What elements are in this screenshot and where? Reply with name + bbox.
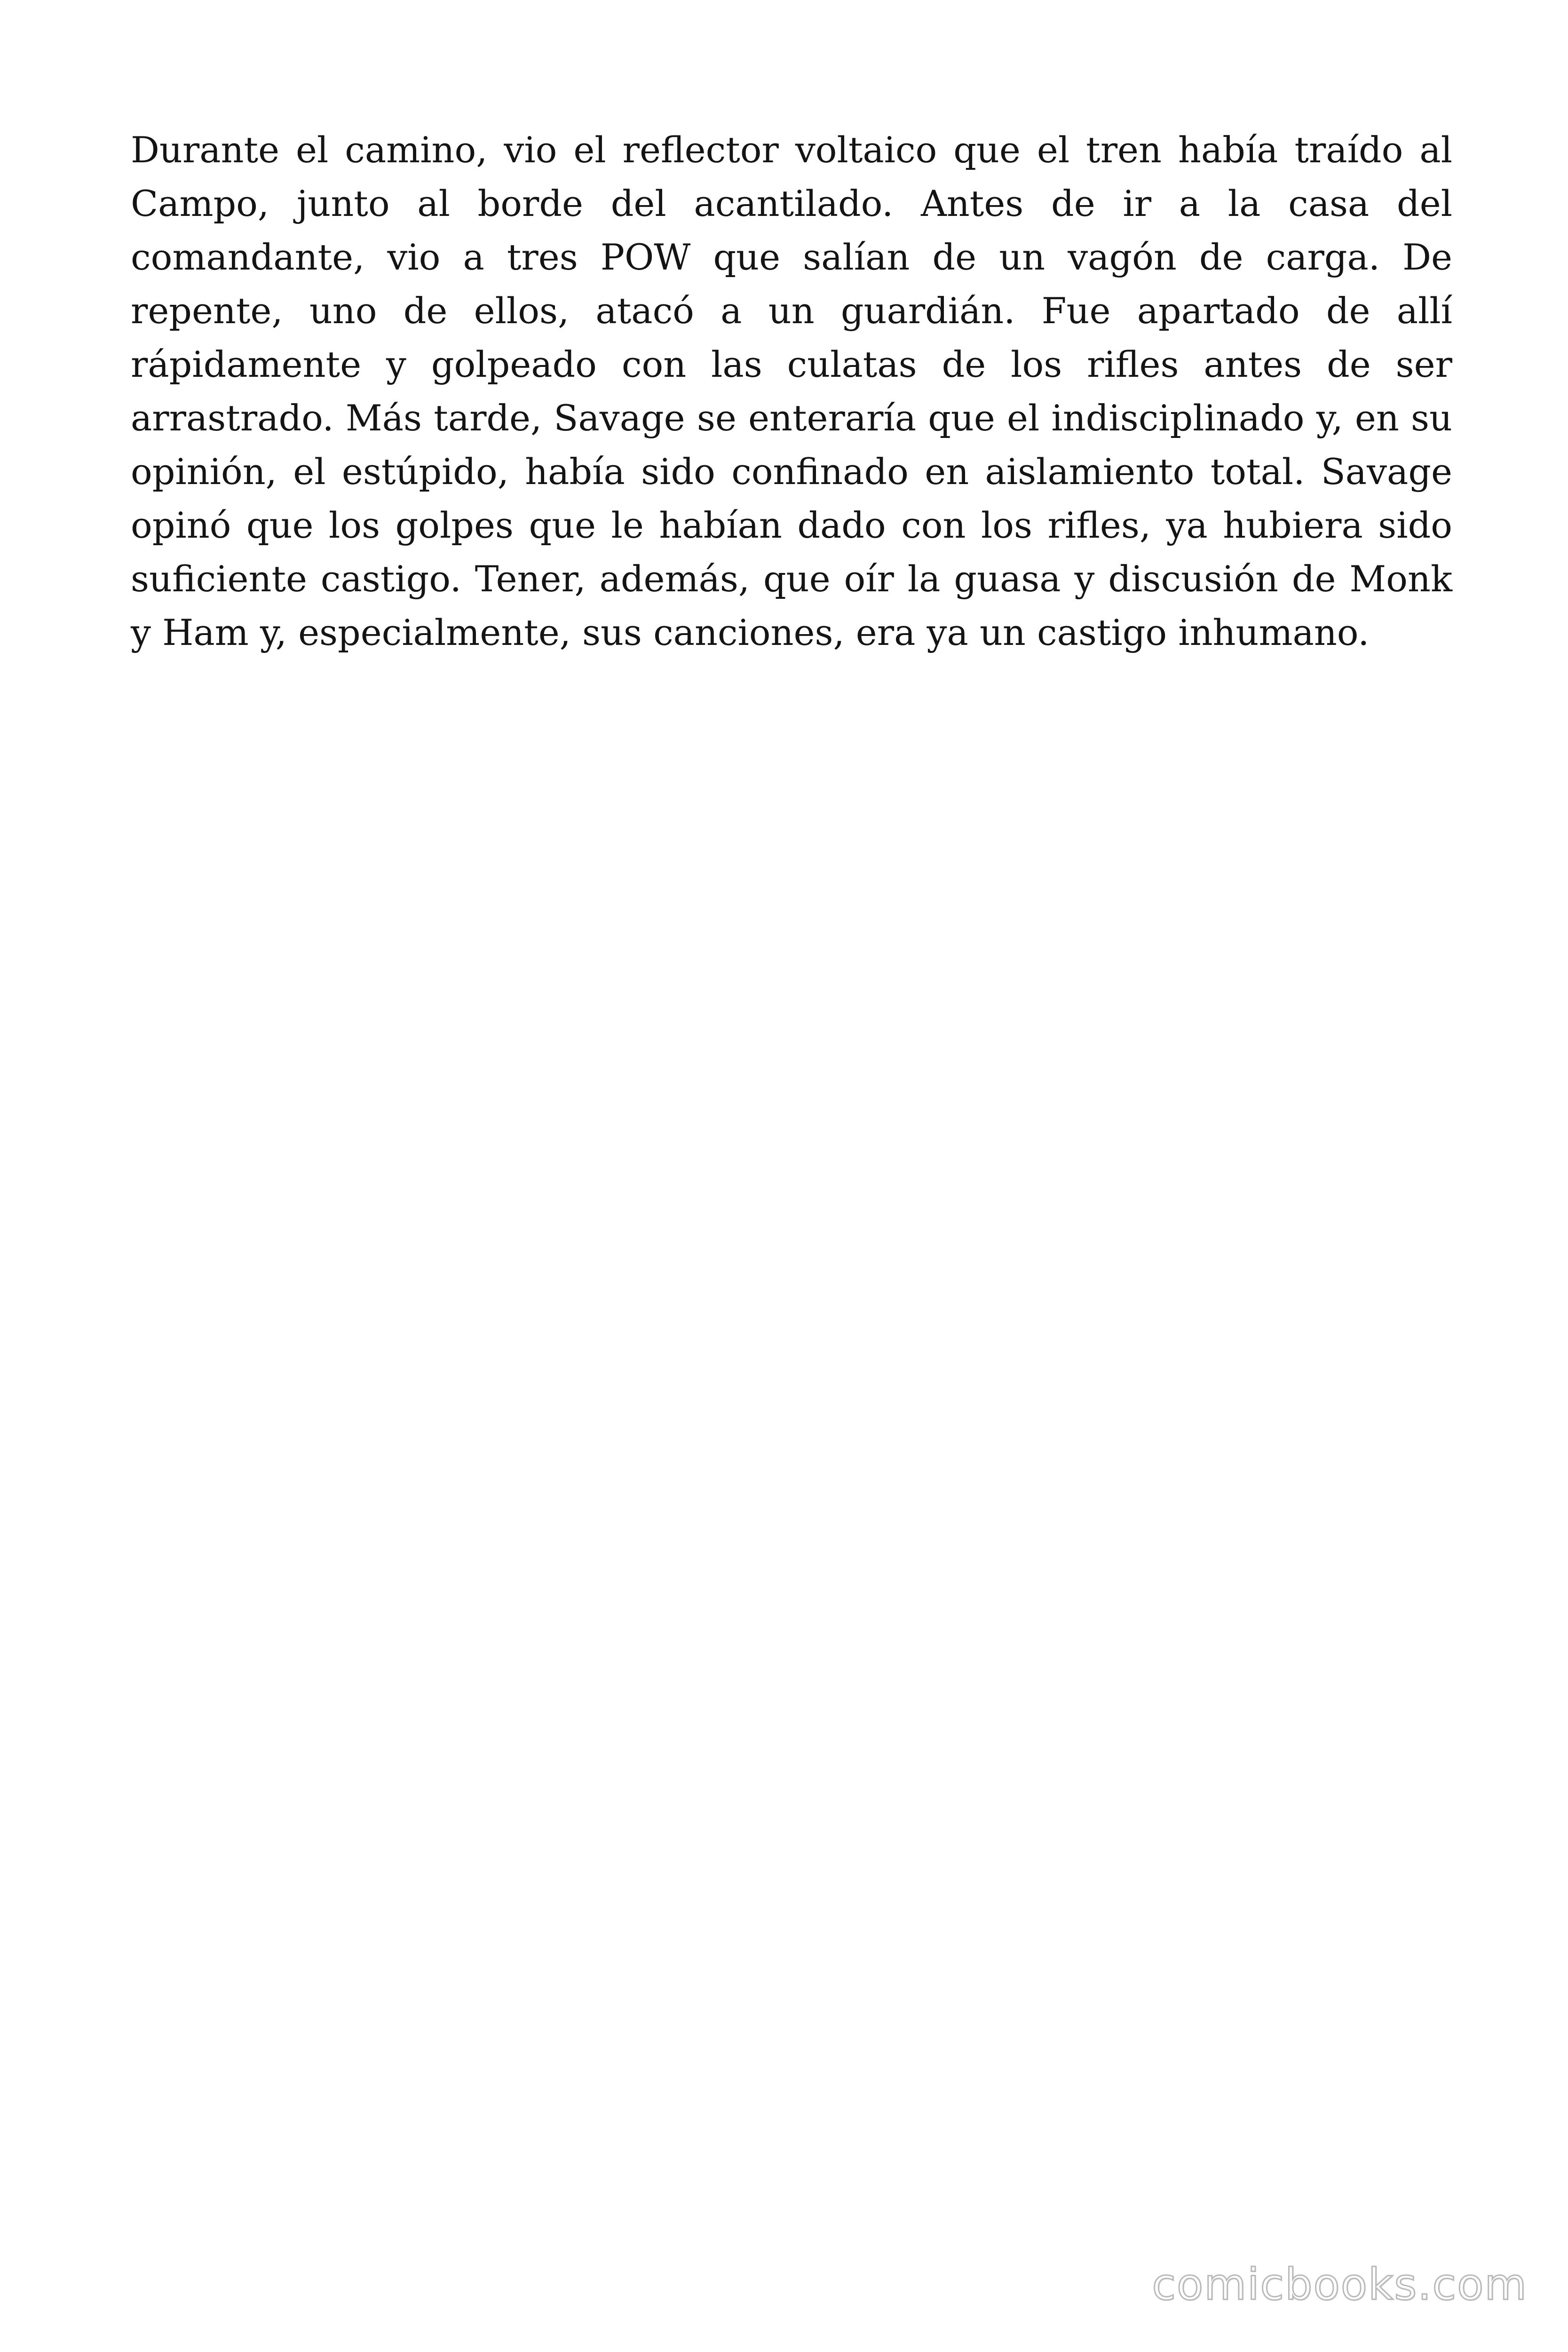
watermark-text: comicbooks.com xyxy=(1152,2259,1528,2310)
body-paragraph: Durante el camino, vio el reflector voltaico que el tren había traído al Campo, junto al borde del acantilado. Antes de ir a la casa del comandante, vio a tres POW que salían de un vagón de carga. De repente, uno de ellos, atacó a un guardián. Fue apartado de allí rápidamente y golpeado con las culatas de los rifles antes de ser arrastrado. Más tarde, Savage se enteraría que el indisciplinado y, en su opinión, el estúpido, había sido confinado en aislamiento total. Savage opinó que los golpes que le habían dado con los rifles, ya hubiera sido suficiente castigo. Tener, además, que oír la guasa y discusión de Monk y Ham y, especialmente, sus canciones, era ya un castigo inhumano. xyxy=(131,129,1452,653)
